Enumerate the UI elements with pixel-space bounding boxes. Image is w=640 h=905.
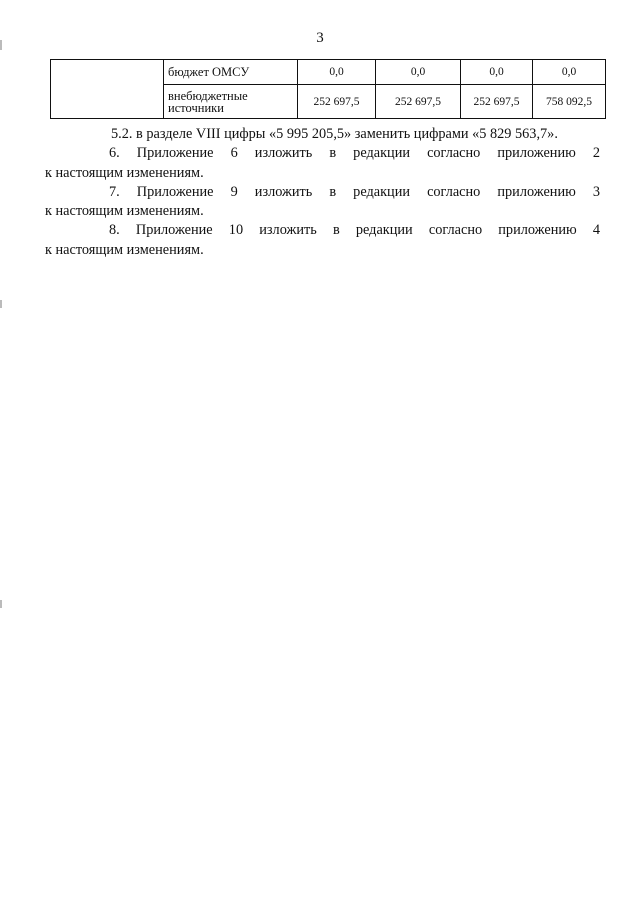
scan-edge-mark (0, 600, 2, 608)
budget-table (50, 59, 606, 119)
table-cell-value: 0,0 (376, 60, 461, 85)
table-cell-value: 252 697,5 (461, 85, 533, 119)
table-cell-source: бюджет ОМСУ (164, 60, 298, 85)
scan-edge-mark (0, 300, 2, 308)
paragraph-6 (45, 144, 600, 183)
table-row (51, 60, 606, 85)
paragraph-line: 8. Приложение 10 изложить в редакции согласно приложению 4 (109, 222, 600, 239)
paragraph-line: 6. Приложение 6 изложить в редакции согласно приложению 2 (109, 145, 600, 162)
table-cell-source: внебюджетные источники (164, 85, 298, 119)
paragraph-line: к настоящим изменениям. (45, 203, 204, 220)
table-cell-value: 0,0 (533, 60, 606, 85)
paragraph-line: 7. Приложение 9 изложить в редакции согласно приложению 3 (109, 183, 600, 200)
table-cell-value: 0,0 (461, 60, 533, 85)
paragraph-line: к настоящим изменениям. (45, 241, 204, 258)
table-cell-value: 252 697,5 (376, 85, 461, 119)
table-cell-empty (51, 60, 164, 119)
table-cell-value: 0,0 (298, 60, 376, 85)
table-cell-value: 252 697,5 (298, 85, 376, 119)
paragraph-5-2: 5.2. в разделе VIII цифры «5 995 205,5» заменить цифрами «5 829 563,7». (111, 126, 558, 142)
paragraph-line: к настоящим изменениям. (45, 164, 204, 181)
paragraph-8 (45, 221, 600, 260)
paragraph-7 (45, 183, 600, 222)
page-number: 3 (316, 30, 324, 46)
document-body (45, 125, 600, 260)
table-cell-value: 758 092,5 (533, 85, 606, 119)
